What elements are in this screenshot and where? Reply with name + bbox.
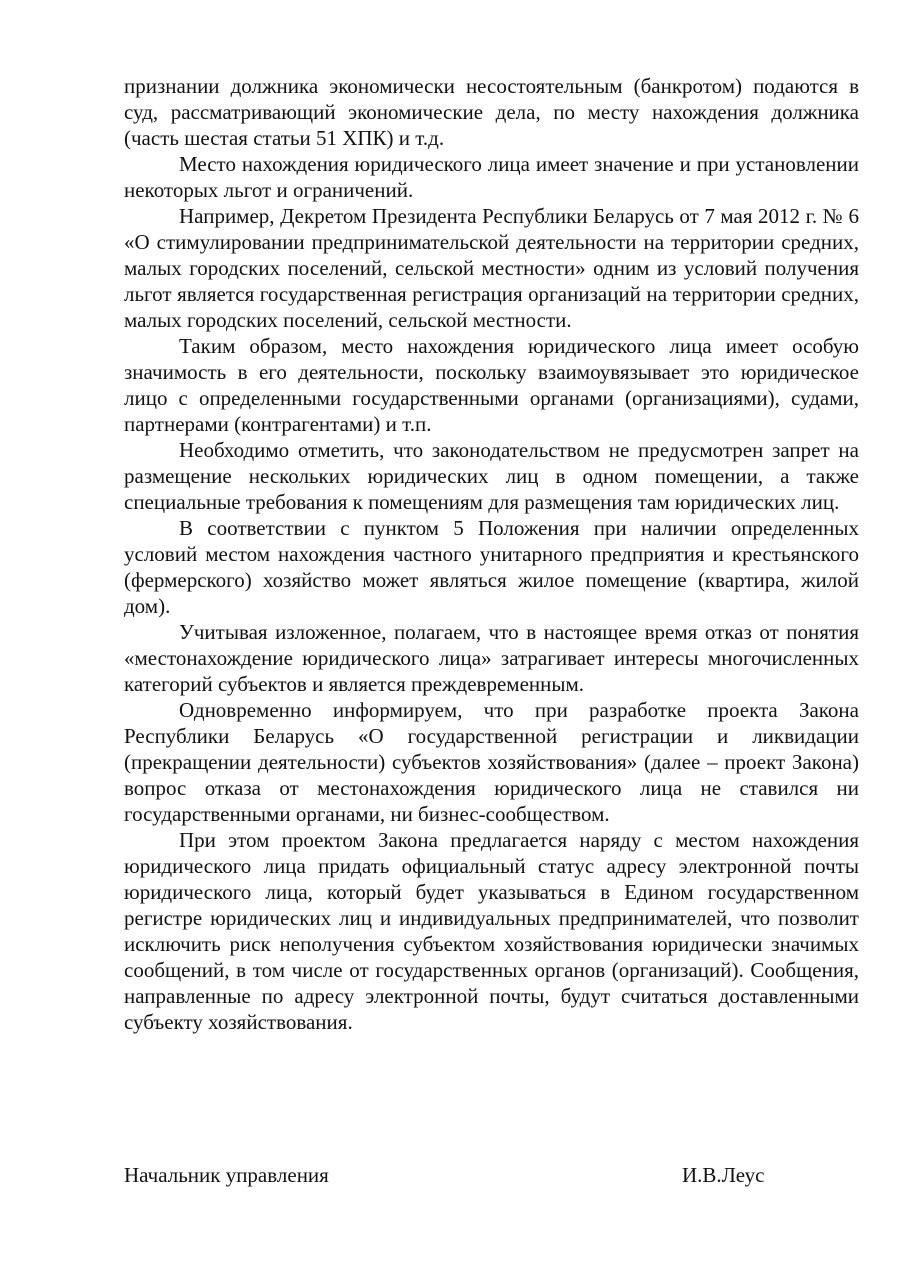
paragraph-3: Например, Декретом Президента Республики Беларусь от 7 мая 2012 г. № 6 «О стимулировании предпринимательской деятельности на территории средних, малых городских поселений, сельской местности» одним из условий получения льгот является государственная регистрация организаций на территории средних, малых городских поселений, сельской местности.	[124, 204, 859, 332]
paragraph-9: При этом проектом Закона предлагается наряду с местом нахождения юридического лица придать официальный статус адресу электронной почты юридического лица, который будет указываться в Едином государственном регистре юридических лиц и индивидуальных предпринимателей, что позволит исключить риск неполучения субъектом хозяйствования юридически значимых сообщений, в том числе от государственных органов (организаций). Сообщения, направленные по адресу электронной почты, будут считаться доставленными субъекту хозяйствования.	[124, 828, 859, 1034]
signatory-title: Начальник управления	[124, 1163, 329, 1187]
paragraph-2: Место нахождения юридического лица имеет значение и при установлении некоторых льгот и ограничений.	[124, 152, 859, 202]
paragraph-8: Одновременно информируем, что при разработке проекта Закона Республики Беларусь «О государственной регистрации и ликвидации (прекращении деятельности) субъектов хозяйствования» (далее – проект Закона) вопрос отказа от местонахождения юридического лица не ставился ни государственными органами, ни бизнес-сообществом.	[124, 698, 859, 826]
paragraph-1: признании должника экономически несостоятельным (банкротом) подаются в суд, рассматривающий экономические дела, по месту нахождения должника (часть шестая статьи 51 ХПК) и т.д.	[124, 74, 859, 150]
paragraph-6: В соответствии с пунктом 5 Положения при наличии определенных условий местом нахождения частного унитарного предприятия и крестьянского (фермерского) хозяйство может являться жилое помещение (квартира, жилой дом).	[124, 516, 859, 618]
document-body	[124, 73, 859, 1035]
paragraph-4: Таким образом, место нахождения юридического лица имеет особую значимость в его деятельности, поскольку взаимоувязывает это юридическое лицо с определенными государственными органами (организациями), судами, партнерами (контрагентами) и т.п.	[124, 334, 859, 436]
paragraph-7: Учитывая изложенное, полагаем, что в настоящее время отказ от понятия «местонахождение юридического лица» затрагивает интересы многочисленных категорий субъектов и является преждевременным.	[124, 620, 859, 696]
paragraph-5: Необходимо отметить, что законодательством не предусмотрен запрет на размещение нескольких юридических лиц в одном помещении, а также специальные требования к помещениям для размещения там юридических лиц.	[124, 438, 859, 514]
signatory-name: И.В.Леус	[682, 1163, 765, 1187]
